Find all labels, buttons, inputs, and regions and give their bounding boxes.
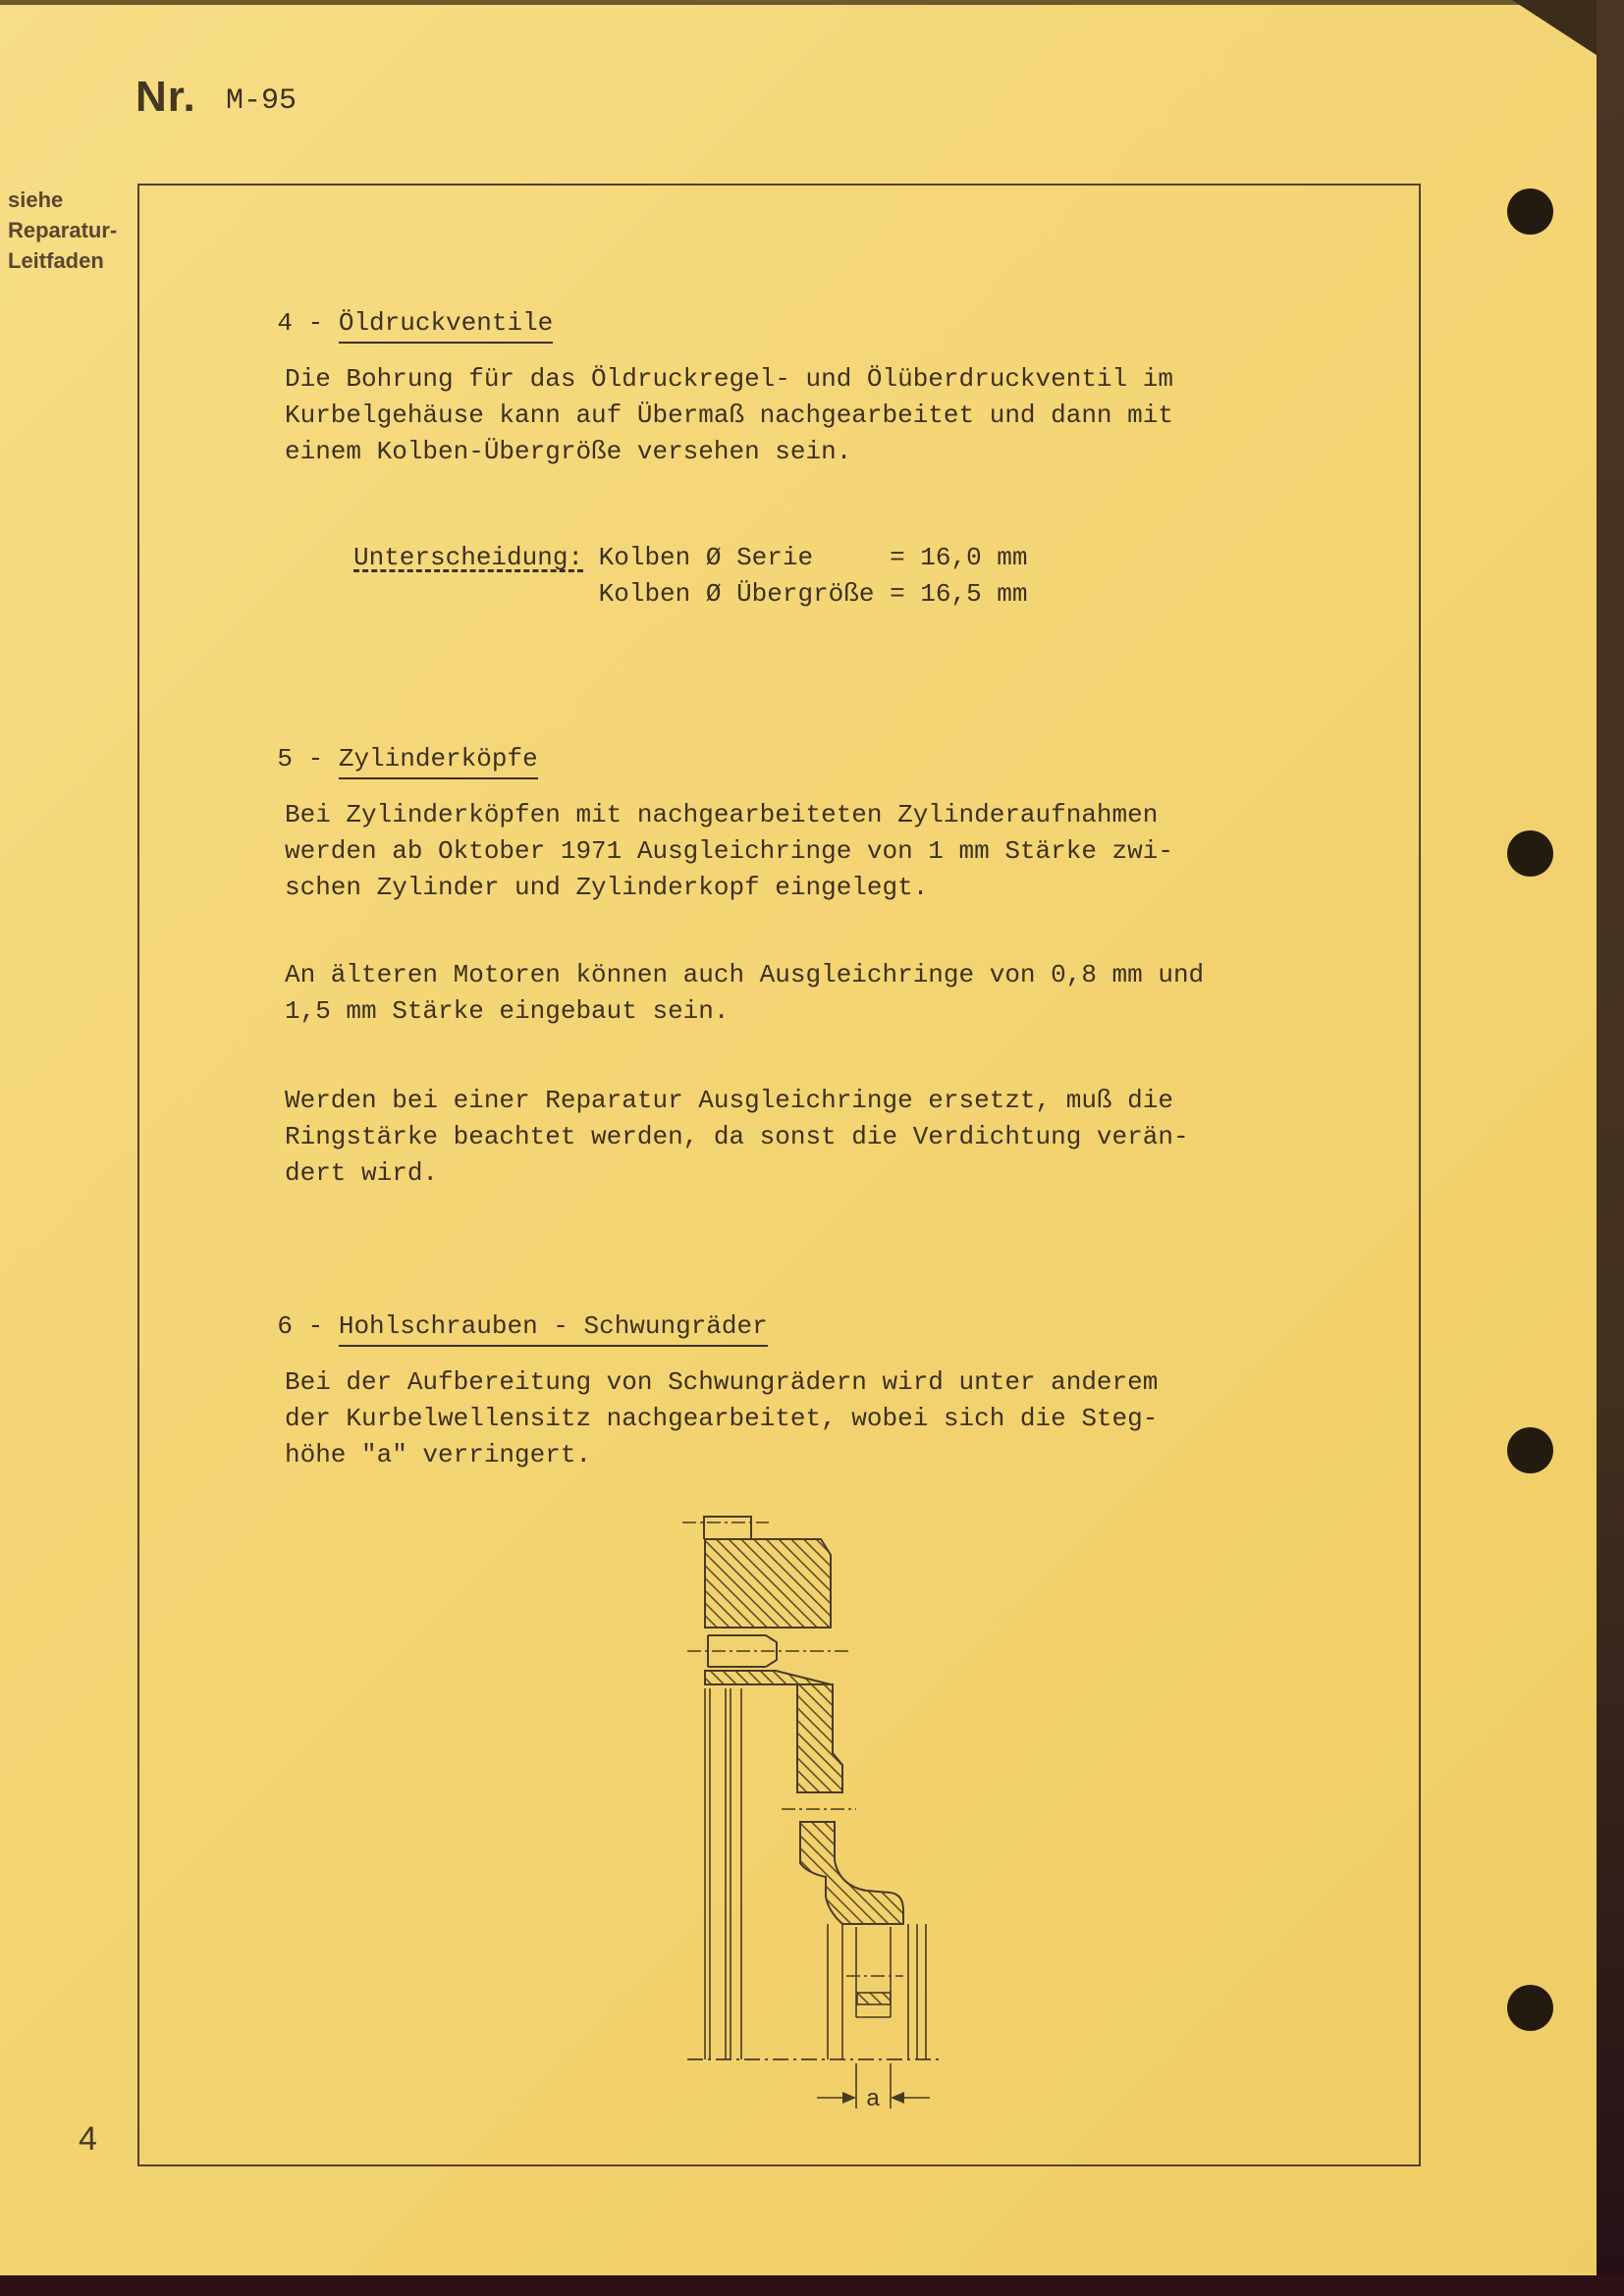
binder-hole — [1507, 830, 1553, 877]
text-line: Ringstärke beachtet werden, da sonst die Verdichtung verän- — [285, 1122, 1189, 1151]
text-line: schen Zylinder und Zylinderkopf eingelegt. — [285, 873, 929, 902]
flywheel-cross-section-figure — [638, 1507, 1051, 2125]
section-5-heading — [216, 715, 538, 803]
section-5-title: Zylinderköpfe — [339, 744, 538, 779]
distinction-underline — [353, 569, 583, 572]
margin-note-line: siehe — [8, 187, 64, 212]
text-line: Kurbelgehäuse kann auf Übermaß nachgearbeitet und dann mit — [285, 400, 1173, 430]
text-line: 1,5 mm Stärke eingebaut sein. — [285, 996, 730, 1026]
section-6-number: 6 - — [277, 1311, 339, 1341]
margin-note-line: Leitfaden — [8, 248, 104, 273]
text-line: einem Kolben-Übergröße versehen sein. — [285, 437, 852, 466]
scan-right-edge — [1597, 0, 1624, 2296]
distinction-block — [353, 540, 1028, 613]
binder-hole — [1507, 1985, 1553, 2031]
text-line: höhe "a" verringert. — [285, 1440, 592, 1469]
distinction-line: Unterscheidung: Kolben Ø Serie = 16,0 mm — [353, 543, 1028, 572]
page-number: 4 — [79, 2120, 97, 2158]
text-line: An älteren Motoren können auch Ausgleichringe von 0,8 mm und — [285, 960, 1205, 989]
section-6-title: Hohlschrauben - Schwungräder — [339, 1311, 768, 1347]
section-5-paragraph-3 — [285, 1083, 1189, 1192]
dimension-a-label: a — [866, 2085, 880, 2111]
margin-note — [8, 185, 117, 276]
section-5-paragraph-2 — [285, 957, 1204, 1030]
text-line: werden ab Oktober 1971 Ausgleichringe von 1 mm Stärke zwi- — [285, 836, 1173, 866]
section-4-title: Öldruckventile — [339, 308, 553, 344]
text-line: Bei Zylinderköpfen mit nachgearbeiteten Zylinderaufnahmen — [285, 800, 1159, 829]
text-line: der Kurbelwellensitz nachgearbeitet, wobei sich die Steg- — [285, 1404, 1159, 1433]
text-line: Werden bei einer Reparatur Ausgleichringe ersetzt, muß die — [285, 1086, 1173, 1115]
section-5-number: 5 - — [277, 744, 339, 774]
section-4-paragraph — [285, 361, 1173, 470]
section-6-paragraph — [285, 1364, 1158, 1473]
margin-note-line: Reparatur- — [8, 218, 118, 242]
scan-top-edge — [0, 0, 1624, 5]
text-line: Bei der Aufbereitung von Schwungrädern wird unter anderem — [285, 1367, 1159, 1397]
binder-hole — [1507, 1427, 1553, 1473]
text-line: Die Bohrung für das Öldruckregel- und Ölüberdruckventil im — [285, 364, 1173, 394]
section-4-number: 4 - — [277, 308, 339, 338]
text-line: dert wird. — [285, 1158, 439, 1188]
section-6-heading — [216, 1282, 768, 1370]
section-4-heading — [216, 279, 553, 367]
scan-bottom-edge — [0, 2275, 1624, 2296]
flywheel-drawing — [638, 1507, 1051, 2125]
doc-number: M-95 — [226, 84, 298, 118]
doc-number-label: Nr. — [135, 73, 196, 121]
section-5-paragraph-1 — [285, 797, 1173, 906]
binder-hole — [1507, 188, 1553, 235]
distinction-line: Kolben Ø Übergröße = 16,5 mm — [353, 579, 1028, 609]
